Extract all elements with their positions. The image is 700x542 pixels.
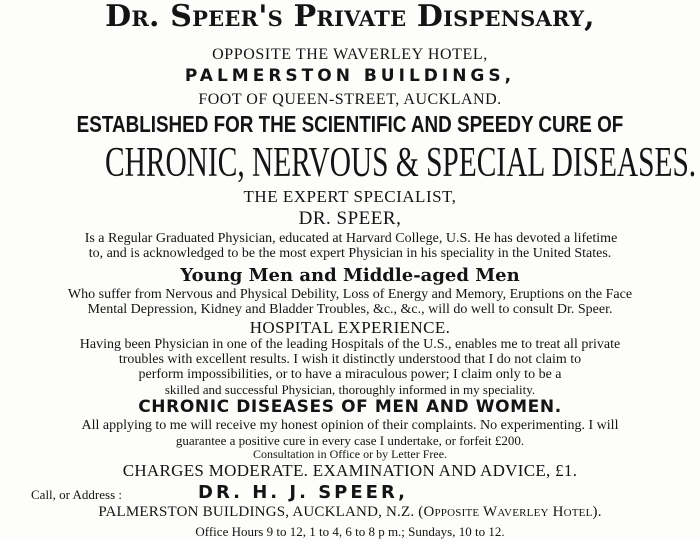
bio-text-line-1: Is a Regular Graduated Physician, educated at Harvard College, U.S. He has devoted a lifetime [84,231,618,246]
chronic-diseases-heading: CHRONIC DISEASES OF MEN AND WOMEN. [138,397,562,417]
young-men-heading: Young Men and Middle-aged Men [180,265,520,286]
hospital-text-line-3: perform impossibilities, or to have a miraculous power; I claim only to be a [138,367,562,382]
headline: Dr. Speer's Private Dispensary, [105,0,595,34]
hospital-text-line-1: Having been Physician in one of the leading Hospitals of the U.S., enables me to treat all private [79,337,621,352]
applying-text-line-1: All applying to me will receive my honest opinion of their complaints. No experimenting. I will [81,418,619,433]
hospital-text-line-4: skilled and successful Physician, thoroughly informed in my speciality. [164,382,536,397]
suffer-text-line-2: Mental Depression, Kidney and Bladder Troubles, &c., &c., will do well to consult Dr. Speer. [87,302,613,317]
established-line: ESTABLISHED FOR THE SCIENTIFIC AND SPEEDY CURE OF [76,111,624,137]
address-line [0,505,700,520]
office-hours-line: Office Hours 9 to 12, 1 to 4, 6 to 8 p m.; Sundays, 10 to 12. [195,524,505,539]
diseases-headline: CHRONIC, NERVOUS & SPECIAL DISEASES. [105,140,697,186]
address-foot-line: FOOT OF QUEEN-STREET, AUCKLAND. [198,91,502,108]
charges-line: CHARGES MODERATE. EXAMINATION AND ADVICE, £1. [122,461,578,480]
applying-text-line-2: guarantee a positive cure in every case I undertake, or forfeit £200. [175,433,525,448]
opposite-line: OPPOSITE THE WAVERLEY HOTEL, [212,46,488,63]
suffer-text-line-1: Who suffer from Nervous and Physical Debility, Loss of Energy and Memory, Eruptions on the Face [67,287,633,302]
call-address-label: Call, or Address : [31,487,122,502]
hospital-heading: HOSPITAL EXPERIENCE. [249,318,451,337]
buildings-line: PALMERSTON BUILDINGS, [184,66,516,86]
signature-name: DR. H. J. SPEER, [198,482,408,503]
doctor-name: DR. SPEER, [298,208,402,229]
address-note: (Opposite Waverley Hotel). [418,504,602,520]
bio-text-line-2: to, and is acknowledged to be the most expert Physician in his speciality in the United States. [88,246,612,261]
consultation-line: Consultation in Office or by Letter Free. [252,447,448,461]
address-text: PALMERSTON BUILDINGS, AUCKLAND, N.Z. [98,504,415,520]
expert-specialist-line: THE EXPERT SPECIALIST, [243,187,457,206]
hospital-text-line-2: troubles with excellent results. I wish it distinctly understood that I do not claim to [118,352,582,367]
